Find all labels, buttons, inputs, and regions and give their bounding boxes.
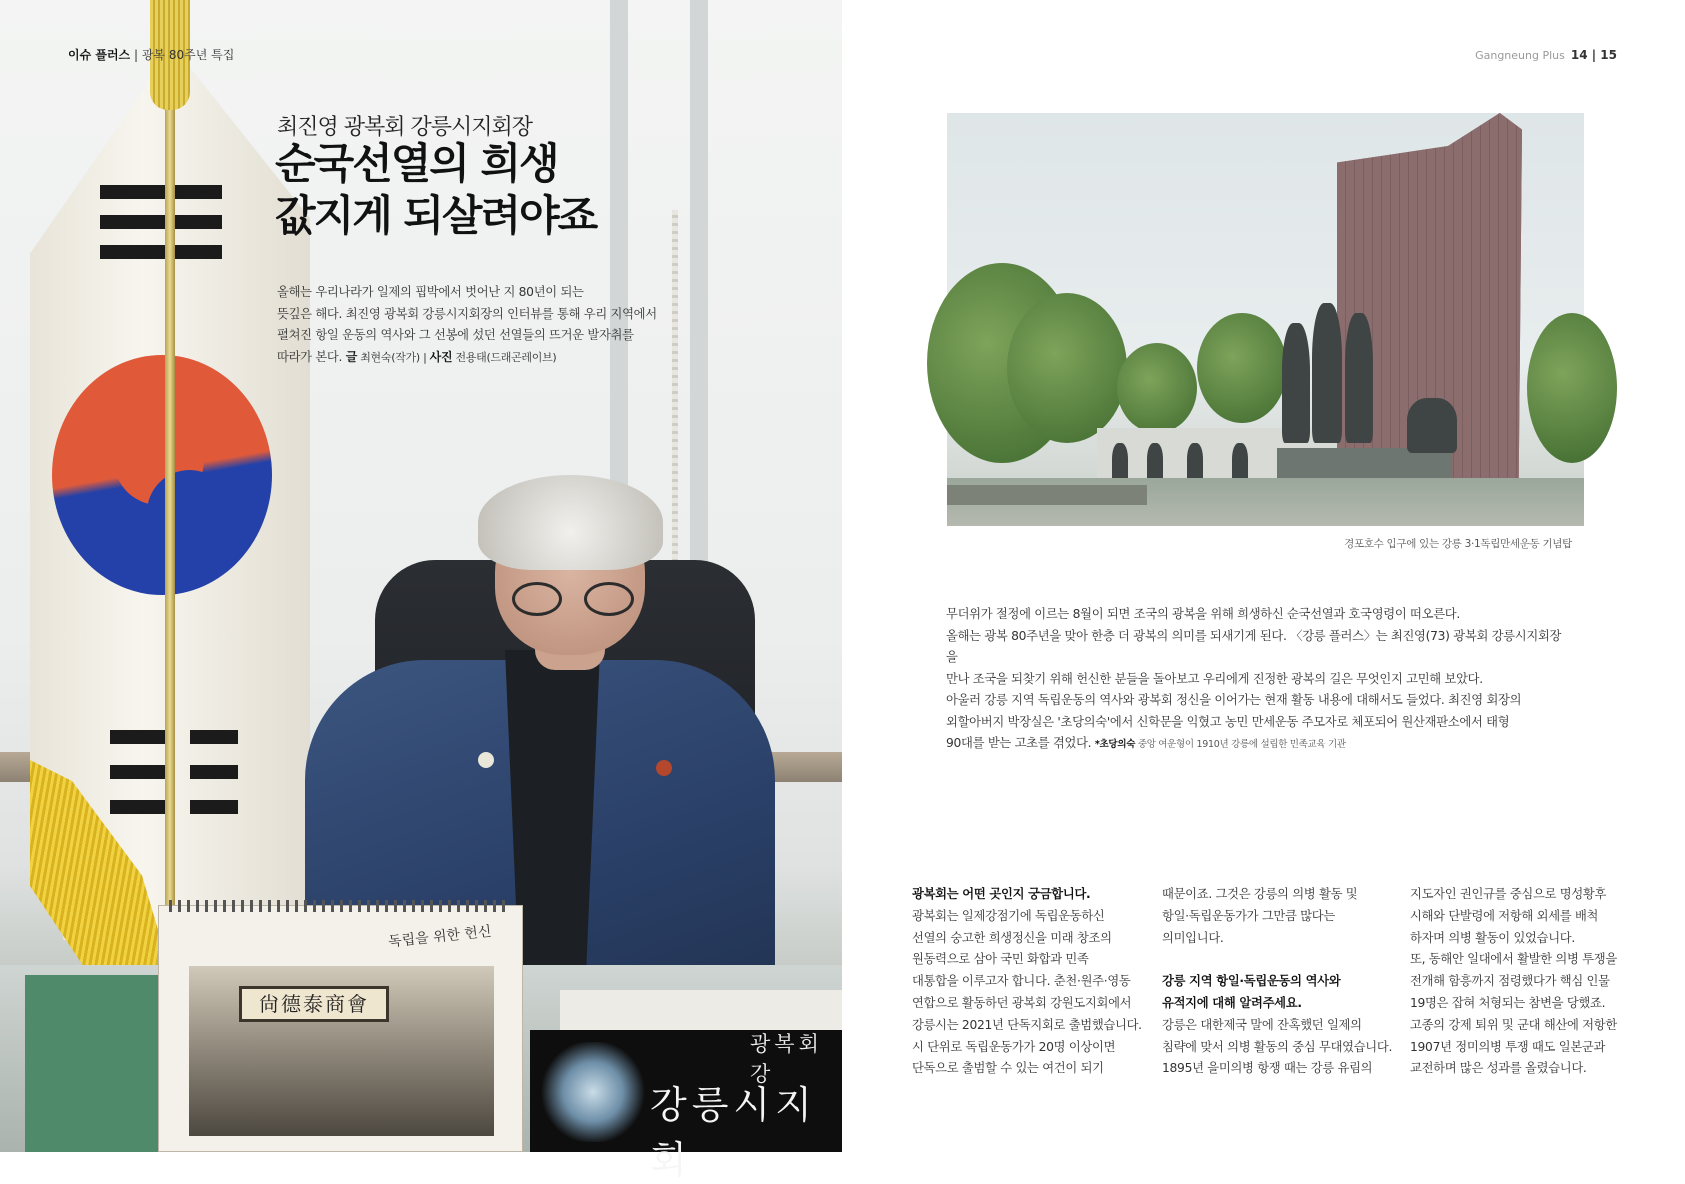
mother-of-pearl-icon (538, 1042, 648, 1142)
body-column-1 (912, 884, 1152, 1080)
memorial-photo (947, 113, 1584, 526)
trigram-bar (100, 215, 222, 229)
body-line: 전개해 함흥까지 점령했다가 핵심 인물 (1410, 974, 1610, 989)
left-page-photo (0, 0, 842, 1182)
intro-line (946, 733, 1566, 756)
trigram-bar (110, 730, 170, 744)
lead-line: 올해는 우리나라가 일제의 핍박에서 벗어난 지 80년이 되는 (277, 285, 584, 299)
lead-paragraph (277, 282, 657, 368)
body-line: 때문이죠. 그것은 강릉의 의병 활동 및 (1162, 887, 1358, 901)
title-line: 순국선열의 희생 (275, 139, 558, 188)
calendar-handwriting: 독립을 위한 헌신 (387, 923, 493, 951)
photo-label: 사진 (429, 349, 453, 364)
credit-separator: | (423, 350, 427, 364)
interview-question: 유적지에 대해 알려주세요. (1162, 995, 1302, 1010)
body-line: 대통합을 이루고자 합니다. 춘천·원주·영동 (912, 974, 1131, 989)
body-line: 고종의 강제 퇴위 및 군대 해산에 저항한 (1410, 1017, 1617, 1032)
statue-figure (1407, 398, 1457, 453)
body-line: 강릉은 대한제국 말에 잔혹했던 일제의 (1162, 1017, 1362, 1032)
trigram-bar (110, 765, 170, 779)
separator: | (133, 48, 139, 62)
body-line: 시해와 단발령에 저항해 외세를 배척 (1410, 908, 1599, 923)
article-subtitle: 최진영 광복회 강릉시지회장 (277, 115, 533, 140)
lead-last: 따라가 본다. (277, 349, 343, 364)
calendar-sign: 尙德泰商會 (239, 986, 389, 1022)
footnote-text: 중앙 여운형이 1910년 강릉에 설립한 민족교육 기관 (1137, 739, 1346, 750)
body-line: 광복회는 일제강점기에 독립운동하신 (912, 908, 1105, 923)
body-column-3 (1410, 884, 1650, 1080)
body-line: 하자며 의병 활동이 있었습니다. (1410, 930, 1575, 945)
body-line: 지도자인 권인규를 중심으로 명성황후 (1410, 887, 1607, 901)
lead-line: 뜻깊은 해다. 최진영 광복회 강릉시지회장의 인터뷰를 통해 우리 지역에서 (277, 306, 657, 321)
writer-name: 최현숙(작가) (360, 350, 420, 364)
bust-statue (1112, 443, 1128, 483)
lapel-pin-icon (478, 752, 494, 768)
running-head-right (1475, 48, 1617, 62)
statue-figure (1312, 303, 1342, 443)
body-line: 원동력으로 삼아 국민 화합과 민족 (912, 952, 1089, 967)
body-line: 1895년 을미의병 항쟁 때는 강릉 유림의 (1162, 1061, 1373, 1076)
section-topic: 광복 80주년 특집 (141, 48, 235, 62)
intro-paragraph (946, 604, 1566, 756)
footnote-term: *초당의숙 (1094, 739, 1136, 750)
road (947, 485, 1147, 505)
tree (1007, 293, 1127, 443)
photo-caption: 경포호수 입구에 있는 강릉 3·1독립만세운동 기념탑 (1344, 538, 1572, 550)
taegeuk-emblem (52, 355, 272, 595)
calendar-rings (169, 900, 509, 912)
body-column-2 (1162, 884, 1402, 1080)
tree (1527, 313, 1617, 463)
writer-label: 글 (345, 349, 358, 364)
intro-line: 외할아버지 박장실은 '초당의숙'에서 신학문을 익혔고 농민 만세운동 주모자로 체포되어 원산재판소에서 태형 (946, 714, 1510, 729)
interview-question: 광복회는 어떤 곳인지 궁금합니다. (912, 887, 1091, 901)
trigram-bar (190, 765, 238, 779)
trigram-bar (190, 730, 238, 744)
bust-statue (1147, 443, 1163, 483)
body-line: 시 단위로 독립운동가가 20명 이상이면 (912, 1039, 1116, 1054)
body-line: 단독으로 출범할 수 있는 여건이 되기 (912, 1061, 1104, 1076)
intro-line: 만나 조국을 되찾기 위해 헌신한 분들을 돌아보고 우리에게 진정한 광복의 길은 무엇인지 고민해 보았다. (946, 671, 1483, 686)
nameplate-main-text: 강릉시지회 (650, 1083, 817, 1182)
lead-line: 펼쳐진 항일 운동의 역사와 그 선봉에 섰던 선열들의 뜨거운 발자취를 (277, 328, 634, 342)
body-line: 연합으로 활동하던 광복회 강원도지회에서 (912, 995, 1132, 1010)
trigram-bar (100, 185, 222, 199)
body-line: 19명은 잡혀 처형되는 참변을 당했죠. (1410, 995, 1606, 1010)
desk-calendar (158, 905, 523, 1152)
interview-question: 강릉 지역 항일·독립운동의 역사와 (1162, 974, 1341, 989)
intro-last: 90대를 받는 고초를 겪었다. (946, 736, 1092, 750)
section-name: 이슈 플러스 (68, 48, 131, 62)
body-line: 항일·독립운동가가 그만큼 많다는 (1162, 908, 1335, 923)
intro-line: 아울러 강릉 지역 독립운동의 역사와 광복회 정신을 이어가는 현재 활동 내용에 대해서도 들었다. 최진영 회장의 (946, 693, 1522, 707)
glasses-icon (512, 582, 638, 616)
nameplate (530, 1030, 842, 1182)
credits (346, 351, 557, 364)
title-line: 값지게 되살려야죠 (275, 191, 597, 240)
flagpole (165, 0, 175, 1000)
page-numbers: 14 | 15 (1570, 48, 1617, 62)
green-box (25, 975, 175, 1152)
trigram-bar (100, 245, 222, 259)
person-hair (478, 475, 663, 570)
intro-line: 올해는 광복 80주년을 맞아 한층 더 광복의 의미를 되새기게 된다. 〈강릉 플러스〉는 최진영(73) 광복회 강릉시지회장을 (946, 628, 1562, 664)
body-line: 침략에 맞서 의병 활동의 중심 무대였습니다. (1162, 1039, 1393, 1054)
photographer-name: 전용태(드래곤레이브) (455, 350, 557, 364)
body-line: 의미입니다. (1162, 930, 1224, 945)
article-title (275, 138, 596, 242)
body-line: 교전하며 많은 성과를 올렸습니다. (1410, 1061, 1587, 1076)
body-line: 선열의 숭고한 희생정신을 미래 창조의 (912, 930, 1112, 945)
magazine-name: Gangneung Plus (1475, 49, 1565, 62)
desk-paper (560, 990, 842, 1030)
trigram-bar (110, 800, 170, 814)
tree (1117, 343, 1197, 433)
intro-line: 무더위가 절정에 이르는 8월이 되면 조국의 광복을 위해 희생하신 순국선열과 호국영령이 떠오른다. (946, 607, 1460, 621)
running-head-left (68, 46, 234, 63)
statue-figure (1282, 323, 1310, 443)
tree (1197, 313, 1287, 423)
trigram-bar (190, 800, 238, 814)
bust-statue (1232, 443, 1248, 483)
body-line: 또, 동해안 일대에서 활발한 의병 투쟁을 (1410, 952, 1617, 967)
statue-figure (1345, 313, 1373, 443)
lead-line (277, 347, 657, 369)
body-line: 강릉시는 2021년 단독지회로 출범했습니다. (912, 1017, 1142, 1032)
body-line: 1907년 정미의병 투쟁 때도 일본군과 (1410, 1039, 1606, 1054)
paragraph-gap (1162, 949, 1402, 971)
lapel-pin-icon (656, 760, 672, 776)
bust-statue (1187, 443, 1203, 483)
nameplate-top-text: 광복회 강 (750, 1032, 823, 1086)
footnote (1095, 739, 1346, 750)
